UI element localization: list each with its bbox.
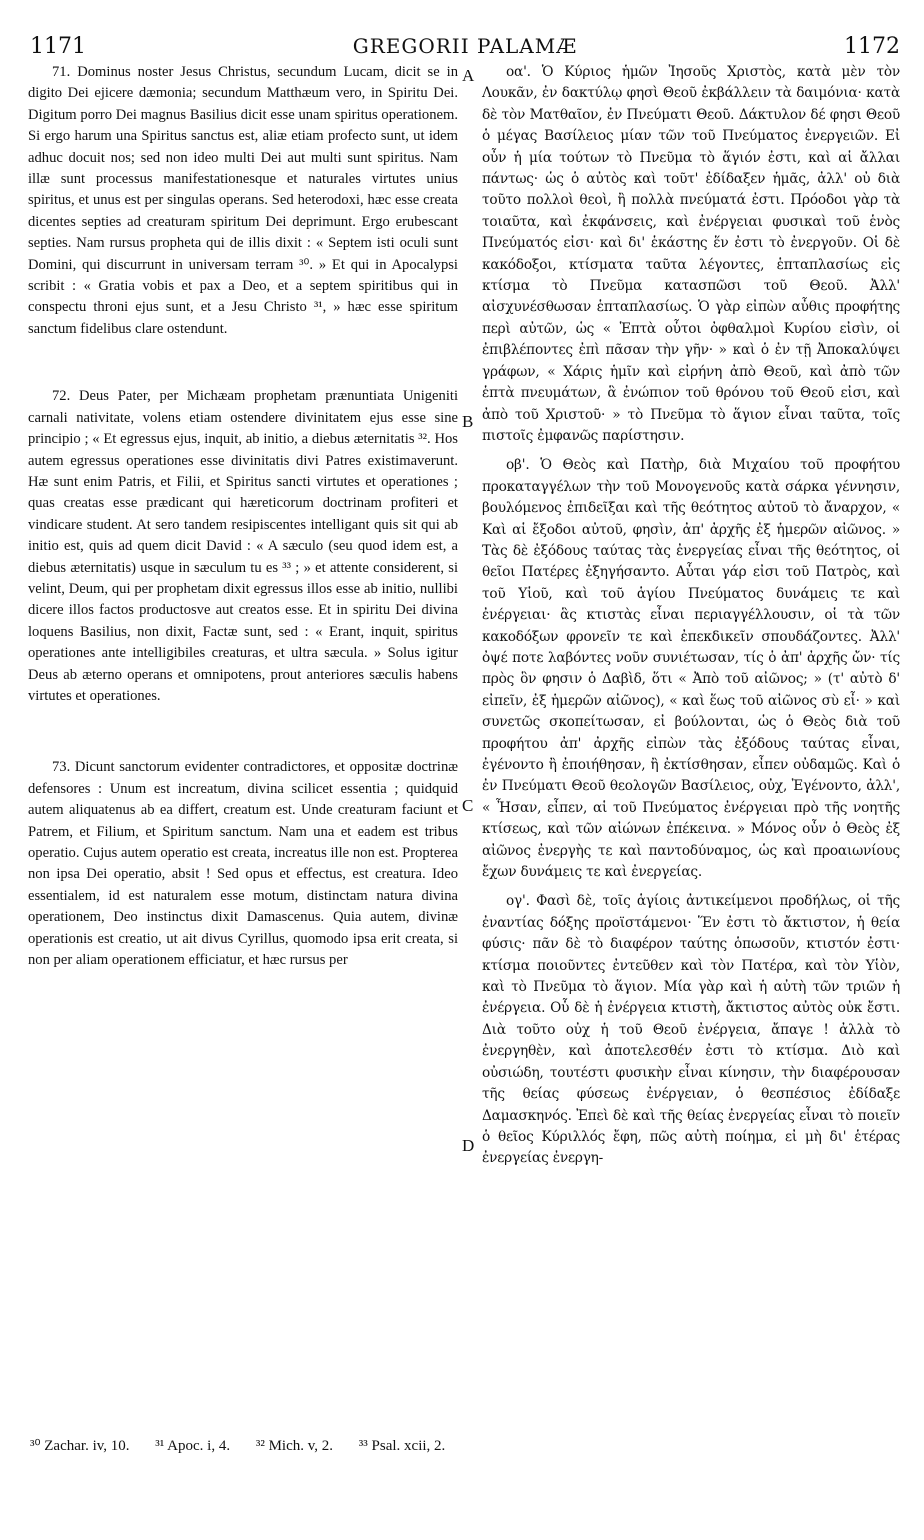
greek-paragraph-71: οα'. Ὁ Κύριος ἡμῶν Ἰησοῦς Χριστὸς, κατὰ μὲν τὸν Λουκᾶν, ἐν δακτύλῳ φησὶ Θεοῦ ἐκβάλλειν τὰ δαιμόνια· κατὰ δὲ τὸν Ματθαῖον, ἐν Πνεύματι Θεοῦ. Δάκτυλον δέ φησι Θεοῦ ὁ μέγας Βασίλειος μίαν τῶν τοῦ Πνεύματος ἐνεργειῶν. Εἰ οὖν ἡ μία τούτων τὸ Πνεῦμα τὸ ἅγιόν ἐστι, καὶ αἱ ἄλλαι πάντως· ὡς ὁ αὐτὸς καὶ τοῦτ' ἐδίδαξεν ἡμᾶς, ἀλλ' οὐ διὰ τοῦτο πολλοὶ θεοὶ, ἢ πολλὰ πνεύματά ἐστι. Πρόοδοι γὰρ τὰ τοιαῦτα, καὶ ἐκφάνσεις, καὶ ἐνέργειαι φυσικαὶ τοῦ ἑνὸς Πνεύματός εἰσι· καὶ δι' ἑκάστης ἕν ἐστι τὸ ἐνεργοῦν. Οἱ δὲ κακόδοξοι, κτίσματα ταῦτα λέγοντες, ἑπταπλασίως εἰς κτίσμα τὸ Πνεῦμα κατασπῶσι τοῦ Θεοῦ. Ἀλλ' αἰσχυνέσθωσαν ἑπταπλασίως. Ὁ γὰρ εἰπὼν αὖθις προφήτης περὶ αὐτῶν, ὡς « Ἑπτὰ οὗτοι ὀφθαλμοὶ Κυρίου εἰσὶν, οἱ ἐπιβλέποντες ἐπὶ πᾶσαν τὴν γῆν· » καὶ ὁ ἐν τῇ Ἀποκαλύψει γράφων, « Χάρις ἡμῖν καὶ εἰρήνη ἀπὸ Θεοῦ, καὶ ἀπὸ τῶν ἑπτὰ πνευμάτων, ἃ ἐνώπιον τοῦ θρόνου τοῦ Θεοῦ εἰσι, καὶ ἀπὸ τοῦ Χριστοῦ· » τὸ Πνεῦμα τὸ ἅγιον εἶναι ταῦτα, τοῖς πιστοῖς ἐμφανῶς παρίστησιν.	[482, 64, 900, 444]
greek-paragraph-72: οβ'. Ὁ Θεὸς καὶ Πατὴρ, διὰ Μιχαίου τοῦ προφήτου προκαταγγέλων τὴν τοῦ Μονογενοῦς κατὰ σάρκα γέννησιν, βουλόμενος ἐπιδεῖξαι καὶ τῆς θεότητος αὐτοῦ τὸ ἄναρχον, « Καὶ αἱ ἔξοδοι αὐτοῦ, φησὶν, ἀπ' ἀρχῆς ἐξ ἡμερῶν αἰῶνος. » Τὰς δὲ ἐξόδους ταύτας τὰς ἐνεργείας εἶναι τῆς θεότητος, οἱ θεῖοι Πατέρες ἐξηγήσαντο. Αὗται γάρ εἰσι τοῦ Πατρὸς, καὶ τοῦ Υἱοῦ, καὶ τοῦ ἁγίου Πνεύματος δυνάμεις τε καὶ ἐνέργειαι· ἃς κτιστὰς εἶναι περιαγγέλλουσιν, οἱ τὰ τῶν κακοδόξων φρονεῖν τε καὶ ἐπεκδικεῖν σπουδάζοντες. Ἀλλ' ὀψέ ποτε λαβόντες νοῦν συνιέτωσαν, τίς ὁ ἀπ' ἀρχῆς ὤν· τίς πρὸς ὃν φησιν ὁ Δαβὶδ, ὅτι « Ἀπὸ τοῦ αἰῶνος; » (τ' αὐτὸ δ' εἰπεῖν, ἐξ ἡμερῶν αἰῶνος), « καὶ ἕως τοῦ αἰῶνος σὺ εἶ· » καὶ συνετῶς σκοπείτωσαν, εἰ βούλονται, ὡς ὁ Θεὸς διὰ τοῦ προφήτου ἀπ' ἀρχῆς εἰπὼν τὰς ἐξόδους ταύτας εἶναι, ἐγένοντο ἢ ἐποιήθησαν, ἢ ἐκτίσθησαν, εἶπεν οὐδαμῶς. Καὶ ὁ ἐν Πνεύματι Θεοῦ θεολογῶν Βασίλειος, οὐχ, Ἐγένοντο, ἀλλ', « Ἦσαν, εἶπεν, αἱ τοῦ Πνεύματος ἐνέργειαι πρὸ τῆς νοητῆς κτίσεως, καὶ τῶν αἰώνων ἐπέκεινα. » Μόνος οὖν ὁ Θεὸς ἐξ αἰῶνος ἐνεργὴς τε καὶ παντοδύναμος, ὡς καὶ προαιωνίους ἔχων δυνάμεις τε καὶ ἐνεργείας.	[482, 457, 900, 881]
left-page-number: 1171	[30, 34, 86, 59]
margin-marker-b: B	[462, 412, 474, 431]
latin-paragraph-71: 71. Dominus noster Jesus Christus, secundum Lucam, dicit se in digito Dei ejicere dæmonia; secundum Matthæum vero, in Spiritu Dei. Digitum porro Dei magnus Basilius dicit esse unam spiritus operationem. Si ergo harum una Spiritus sanctus est, aliæ etiam profecto sunt, ut idem adhuc docuit nos; sed non ideo multi Dei aut multi sunt spiritus. Nam illæ sunt processus manifestationesque et naturales virtutes unius spiritus, et unus est per singulas operans. Sed heterodoxi, hæc esse creata dicentes septies ad creaturam spiritum Dei deprimunt. Ergo erubescant septies. Nam rursus propheta qui de illis dixit : « Septem isti oculi sunt Domini, qui discurrunt in universam terram ³⁰. » Et qui in Apocalypsi scribit : « Gratia vobis et pax a Deo, et a septem spiritibus qui in conspectu throni ejus sunt, et a Jesu Christo ³¹, » hæc esse spiritum sanctum fidelibus clare ostendunt.	[28, 64, 458, 337]
footnote-32: ³² Mich. v, 2.	[255, 1438, 334, 1454]
latin-column	[28, 62, 458, 971]
running-title: GREGORII PALAMÆ	[352, 34, 578, 58]
greek-column	[482, 62, 900, 1170]
margin-marker-d: D	[462, 1136, 475, 1155]
footnote-30: ³⁰ Zachar. iv, 10.	[30, 1438, 130, 1454]
greek-paragraph-73: ογ'. Φασὶ δὲ, τοῖς ἁγίοις ἀντικείμενοι προδήλως, οἱ τῆς ἐναντίας δόξης προϊστάμενοι· Ἕν ἐστι τὸ ἄκτιστον, ἡ θεία φύσις· πᾶν δὲ τὸ διαφέρον ταύτης ὁπωσοῦν, κτιστόν ἐστι· κτίσμα ποιοῦντες ἐντεῦθεν καὶ τὸν Πατέρα, καὶ τὸν Υἱὸν, καὶ τὸ Πνεῦμα τὸ ἅγιον. Μία γὰρ καὶ ἡ αὐτὴ τῶν τριῶν ἡ ἐνέργεια. Οὗ δὲ ἡ ἐνέργεια κτιστὴ, ἄκτιστος αὐτὸς οὐκ ἔστι. Διὰ τοῦτο οὐχ ἡ τοῦ Θεοῦ ἐνέργεια, ἄπαγε ! ἀλλὰ τὸ ἐνεργηθὲν, καὶ ἀποτελεσθέν ἐστι τὸ κτίσμα. Διὸ καὶ οὐσιώδη, τουτέστι φυσικὴν εἶναι κίνησιν, τὴν διαφέρουσαν τῆς θείας φύσεως ἐνέργειαν, ὁ θεσπέσιος ἐδίδαξε Δαμασκηνός. Ἐπεὶ δὲ καὶ τῆς θείας ἐνεργείας εἶναι τὸ ποιεῖν ὁ θεῖος Κύριλλός ἔφη, πῶς αὐτὴ ποίημα, εἰ μὴ δι' ἑτέρας ἐνεργείας ἐνεργη-	[482, 893, 900, 1167]
right-page-number: 1172	[844, 34, 900, 59]
page-header	[30, 34, 900, 58]
latin-paragraph-73: 73. Dicunt sanctorum evidenter contradictores, et oppositæ doctrinæ defensores : Unum est increatum, divina scilicet essentia ; quidquid autem aliquatenus ab ea differt, creatum est. Unde creaturam faciunt et Patrem, et Filium, et Spiritum sanctum. Nam una et eadem est tribus operatio. Cujus autem operatio est creata, increatus ille non est. Propterea non ipsa Dei operatio, absit ! Sed opus et effectus, est creatura. Ideo essentialem, id est naturalem esse motum, distinctam natura divina operationem, Deo instinctus dixit Damascenus. Quia autem, divinæ operationis est creatio, ut ait divus Cyrillus, quomodo ipsa erit creata, si non per aliam operationem efficiatur, et hæc rursus per	[28, 759, 458, 969]
footnote-33: ³³ Psal. xcii, 2.	[358, 1438, 446, 1454]
footnotes	[30, 1436, 900, 1455]
margin-marker-c: C	[462, 796, 474, 815]
latin-paragraph-72: 72. Deus Pater, per Michæam prophetam prænuntiata Unigeniti carnali nativitate, volens etiam ostendere divinitatem ejus esse sine principio ; « Et egressus ejus, inquit, ab initio, a diebus æternitatis ³². Hos autem egressus operationes esse divinitatis divi Patres existimaverunt. Hæ sunt enim Patris, et Filii, et Spiritus sancti virtutes et operationes ; quas creatas esse prædicant qui hæreticorum doctrinam profiteri et vindicare student. At sero tandem resipiscentes intelligant quis sit qui ab initio est, quis ad quem dicit David : « A sæculo (seu quod idem est, a diebus æternitatis) usque in sæculum tu es ³³ ; » et attente considerent, si velint, Deum, qui per prophetam dixit egressus illos esse ab initio, nullibi dicere illos factos productosve aut creatos esse. Et in spiritu Dei divina loquens Basilius, non dixit, Factæ sunt, sed : « Erant, inquit, spiritus operationes ante intelligibiles creaturas, et ultra sæcula. » Solus igitur Deus ab æterno operans et omnipotens, prout anteriores sæculis habens virtutes et operationes.	[28, 388, 458, 704]
footnote-31: ³¹ Apoc. i, 4.	[155, 1438, 231, 1454]
margin-marker-a: A	[462, 66, 475, 85]
